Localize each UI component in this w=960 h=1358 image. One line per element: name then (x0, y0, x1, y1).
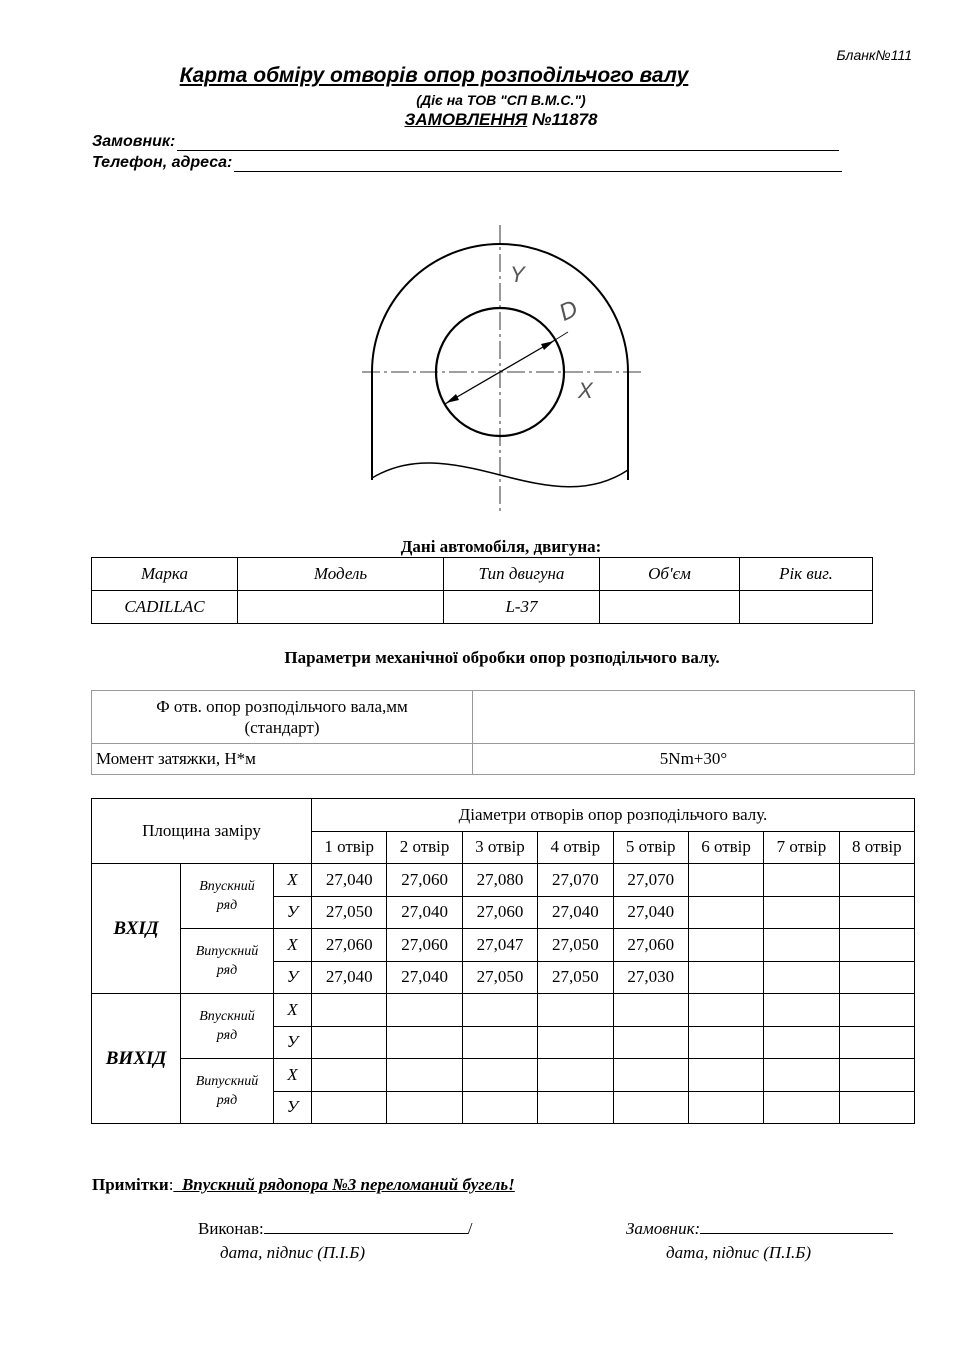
customer-label: Замовник: (92, 133, 176, 150)
measurement-row (92, 994, 915, 1027)
measurement-value-cell[interactable] (764, 896, 839, 929)
hole-header-cell: 2 отвір (387, 831, 462, 864)
measurement-value-cell[interactable] (613, 994, 688, 1027)
row-type-label-line2: ряд (216, 963, 238, 978)
measurement-value-cell[interactable]: 27,070 (538, 864, 613, 897)
vehicle-table (91, 557, 873, 624)
measurement-value-cell[interactable]: 27,060 (387, 929, 462, 962)
executor-caption: дата, підпис (П.І.Б) (220, 1243, 365, 1262)
notes-prefix: _ (173, 1175, 182, 1194)
measurement-value-cell[interactable] (764, 1091, 839, 1124)
measurement-value-cell[interactable] (538, 994, 613, 1027)
axis-label-cell: X (274, 1059, 312, 1092)
row-type-label-line1: Випускний (195, 944, 259, 959)
side-label-cell: ВИХІД (92, 994, 181, 1124)
vehicle-header-cell: Об'єм (600, 558, 740, 591)
measurement-value-cell[interactable]: 27,040 (387, 896, 462, 929)
label-y: Y (510, 262, 525, 287)
hole-header-cell: 6 отвір (688, 831, 763, 864)
measurement-value-cell[interactable] (839, 929, 914, 962)
measurement-value-cell[interactable] (462, 1091, 537, 1124)
diameter-value-cell[interactable] (473, 691, 915, 744)
machining-heading: Параметри механічної обробки опор розподільчого валу. (284, 648, 720, 667)
plane-label-cell: Площина заміру (92, 799, 312, 864)
measurement-value-cell[interactable] (839, 994, 914, 1027)
measurement-value-cell[interactable]: 27,040 (538, 896, 613, 929)
order-number: №11878 (527, 110, 598, 129)
phone-address-label: Телефон, адреса: (92, 154, 233, 171)
executor-signature (198, 1219, 472, 1239)
vehicle-heading: Дані автомобіля, двигуна: (400, 537, 602, 556)
bearing-drawing (350, 200, 650, 520)
measurement-value-cell[interactable]: 27,060 (387, 864, 462, 897)
measurement-header-row-1 (92, 799, 915, 832)
notes-text[interactable]: Впускний рядопора №3 переломаний бугель! (181, 1175, 515, 1194)
executor-signature-line[interactable] (264, 1219, 468, 1234)
measurement-row (92, 1059, 915, 1092)
hole-header-cell: 4 отвір (538, 831, 613, 864)
row-type-label-cell (181, 929, 274, 994)
measurement-value-cell[interactable]: 27,060 (312, 929, 387, 962)
side-label-cell: ВХІД (92, 864, 181, 994)
form-title: Карта обміру отворів опор розподільчого валу (179, 64, 689, 87)
measurement-value-cell[interactable]: 27,060 (613, 929, 688, 962)
measurement-value-cell[interactable] (462, 1026, 537, 1059)
vehicle-model-cell[interactable] (238, 591, 444, 624)
measurement-value-cell[interactable]: 27,070 (613, 864, 688, 897)
measurement-value-cell[interactable] (387, 1091, 462, 1124)
measurement-body (92, 864, 915, 1124)
measurement-value-cell[interactable] (462, 994, 537, 1027)
label-x: X (578, 378, 593, 403)
measurement-value-cell[interactable] (613, 1059, 688, 1092)
torque-value-cell[interactable]: 5Nm+30° (473, 744, 915, 775)
hole-header-cell: 5 отвір (613, 831, 688, 864)
notes-colon: : (168, 1175, 174, 1194)
row-type-label-cell (181, 994, 274, 1059)
measurement-row (92, 929, 915, 962)
order-line (0, 110, 960, 130)
axis-label-cell: X (274, 864, 312, 897)
customer-signature (626, 1219, 893, 1239)
customer-caption: дата, підпис (П.І.Б) (666, 1243, 811, 1262)
row-type-label-line2: ряд (216, 898, 238, 913)
row-type-label-line1: Впускний (199, 1009, 255, 1024)
row-type-label-line1: Впускний (199, 879, 255, 894)
vehicle-header-cell: Тип двигуна (444, 558, 600, 591)
measurement-value-cell[interactable] (538, 1091, 613, 1124)
measurement-value-cell[interactable] (312, 1091, 387, 1124)
diameters-header-cell: Діаметри отворів опор розподільчого валу. (312, 799, 915, 832)
customer-line[interactable] (177, 136, 839, 151)
axis-label-cell: X (274, 994, 312, 1027)
measurement-value-cell[interactable] (538, 1059, 613, 1092)
diameter-leader (555, 332, 568, 340)
measurement-value-cell[interactable] (312, 994, 387, 1027)
measurement-value-cell[interactable]: 27,050 (312, 896, 387, 929)
measurement-value-cell[interactable] (312, 1059, 387, 1092)
phone-address-field (92, 154, 842, 172)
measurement-value-cell[interactable]: 27,050 (538, 929, 613, 962)
notes-label: Примітки (92, 1175, 169, 1194)
measurement-value-cell[interactable] (839, 961, 914, 994)
vehicle-header-cell: Марка (92, 558, 238, 591)
measurement-value-cell[interactable]: 27,040 (312, 864, 387, 897)
measurement-value-cell[interactable] (764, 994, 839, 1027)
phone-address-line[interactable] (234, 157, 842, 172)
measurement-value-cell[interactable] (688, 864, 763, 897)
diameter-arrow-right (541, 341, 554, 350)
measurement-value-cell[interactable] (688, 1091, 763, 1124)
measurement-value-cell[interactable] (688, 994, 763, 1027)
hole-header-cell: 3 отвір (462, 831, 537, 864)
diameter-label-line2: (стандарт) (244, 718, 320, 737)
label-d: D (554, 295, 583, 327)
hole-header-cell: 8 отвір (839, 831, 914, 864)
measurement-value-cell[interactable] (764, 1059, 839, 1092)
measurement-value-cell[interactable]: 27,040 (613, 896, 688, 929)
measurement-value-cell[interactable]: 27,060 (462, 896, 537, 929)
notes (92, 1175, 515, 1195)
measurement-value-cell[interactable]: 27,047 (462, 929, 537, 962)
vehicle-value-row (92, 591, 873, 624)
measurement-value-cell[interactable] (839, 896, 914, 929)
row-type-label-cell (181, 1059, 274, 1124)
row-type-label-line1: Випускний (195, 1074, 259, 1089)
form-number: Бланк№111 (836, 47, 912, 63)
measurement-value-cell[interactable] (839, 1026, 914, 1059)
vehicle-make-cell[interactable]: CADILLAC (92, 591, 238, 624)
customer-sign-label: Замовник: (626, 1219, 701, 1238)
order-label: ЗАМОВЛЕННЯ (404, 110, 528, 129)
measurement-row (92, 864, 915, 897)
vehicle-year-cell[interactable] (740, 591, 873, 624)
diameter-label-cell (92, 691, 473, 744)
measurement-value-cell[interactable] (688, 961, 763, 994)
measurement-value-cell[interactable]: 27,080 (462, 864, 537, 897)
axis-label-cell: У (274, 896, 312, 929)
measurement-value-cell[interactable] (839, 864, 914, 897)
measurement-value-cell[interactable] (613, 1026, 688, 1059)
measurement-value-cell[interactable] (688, 1026, 763, 1059)
vehicle-engine-type-cell[interactable]: L-37 (444, 591, 600, 624)
diameter-label-line1: Ф отв. опор розподільчого вала,мм (156, 697, 408, 716)
hole-header-cell: 1 отвір (312, 831, 387, 864)
customer-field (92, 133, 839, 151)
measurement-value-cell[interactable] (462, 1059, 537, 1092)
measurement-value-cell[interactable] (387, 994, 462, 1027)
vehicle-header-cell: Модель (238, 558, 444, 591)
measurement-value-cell[interactable]: 27,030 (613, 961, 688, 994)
axis-label-cell: У (274, 1091, 312, 1124)
customer-signature-line[interactable] (700, 1219, 893, 1234)
measurement-value-cell[interactable] (613, 1091, 688, 1124)
measurement-value-cell[interactable]: 27,050 (462, 961, 537, 994)
measurement-value-cell[interactable] (764, 864, 839, 897)
measurement-value-cell[interactable]: 27,040 (312, 961, 387, 994)
row-type-label-line2: ряд (216, 1028, 238, 1043)
measurement-value-cell[interactable] (764, 1026, 839, 1059)
measurement-value-cell[interactable]: 27,040 (387, 961, 462, 994)
measurement-value-cell[interactable] (312, 1026, 387, 1059)
measurement-value-cell[interactable] (764, 929, 839, 962)
diameter-arrow-left (446, 394, 459, 403)
machining-params-table (91, 690, 915, 775)
row-type-label-cell (181, 864, 274, 929)
measurement-value-cell[interactable] (688, 896, 763, 929)
axis-label-cell: У (274, 961, 312, 994)
measurement-value-cell[interactable] (839, 1091, 914, 1124)
measurement-value-cell[interactable] (538, 1026, 613, 1059)
measurement-value-cell[interactable] (387, 1026, 462, 1059)
torque-label-cell: Момент затяжки, Н*м (92, 744, 473, 775)
measurement-value-cell[interactable] (839, 1059, 914, 1092)
vehicle-header-cell: Рік виг. (740, 558, 873, 591)
measurement-value-cell[interactable] (764, 961, 839, 994)
form-subtitle: (Діє на ТОВ "СП В.М.С.") (416, 92, 586, 108)
measurement-table (91, 798, 915, 1124)
measurement-value-cell[interactable]: 27,050 (538, 961, 613, 994)
axis-label-cell: X (274, 929, 312, 962)
axis-label-cell: У (274, 1026, 312, 1059)
vehicle-header-row (92, 558, 873, 591)
executor-label: Виконав: (198, 1219, 264, 1238)
measurement-value-cell[interactable] (688, 1059, 763, 1092)
row-type-label-line2: ряд (216, 1093, 238, 1108)
measurement-value-cell[interactable] (688, 929, 763, 962)
executor-slash: / (467, 1219, 473, 1238)
vehicle-volume-cell[interactable] (600, 591, 740, 624)
measurement-value-cell[interactable] (387, 1059, 462, 1092)
hole-header-cell: 7 отвір (764, 831, 839, 864)
